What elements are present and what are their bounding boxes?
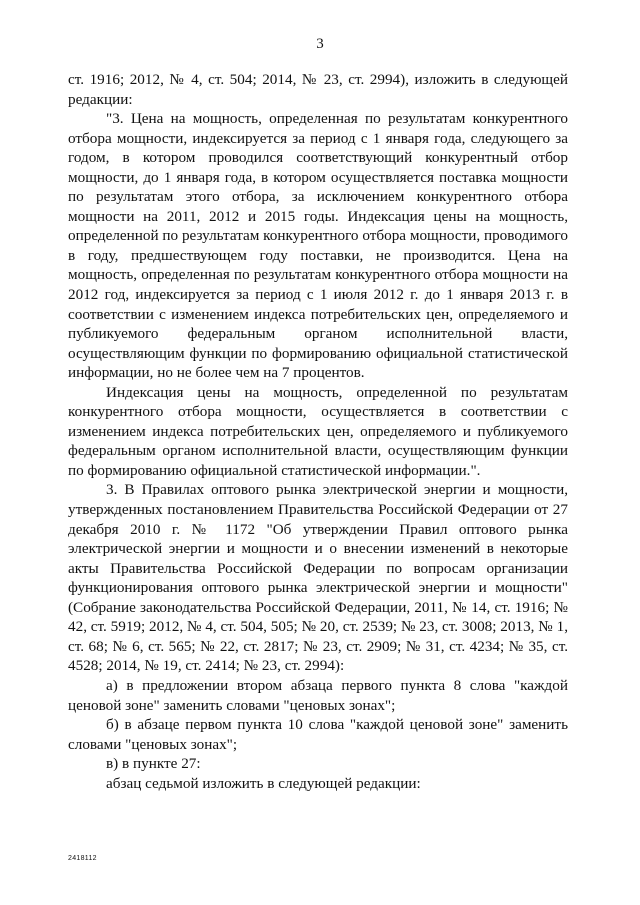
paragraph-seventh-abzac: абзац седьмой изложить в следующей редакции: [106,774,421,792]
paragraph-item-a: а) в предложении втором абзаца первого пункта 8 слова "каждой ценовой зоне" заменить словами "ценовых зонах"; [68,676,568,714]
paragraph-continuation: ст. 1916; 2012, № 4, ст. 504; 2014, № 23, ст. 2994), изложить в следующей редакции: [68,71,568,108]
paragraph-item-v: в) в пункте 27: [106,755,201,773]
document-body [68,70,568,793]
document-code: 2418112 [68,855,97,862]
paragraph-wholesale-market-rules: 3. В Правилах оптового рынка электрической энергии и мощности, утвержденных постановлением Правительства Российской Федерации от 27 декабря 2010 г. № 1172 "Об утверждении Правил оптового рынка электрической энергии и мощности и о внесении изменений в некоторые акты Правительства Российской Федерации по вопросам организации функционирования оптового рынка электрической энергии и мощности" (Собрание законодательства Российской Федерации, 2011, № 14, ст. 1916; № 42, ст. 5919; 2012, № 4, ст. 504, 505; № 20, ст. 2539; № 23, ст. 3008; 2013, № 1, ст. 68; № 6, ст. 565; № 22, ст. 2817; № 23, ст. 2909; № 31, ст. 4234; № 35, ст. 4528; 2014, № 19, ст. 2414; № 23, ст. 2994): [68,481,568,675]
paragraph-price-indexation: "3. Цена на мощность, определенная по результатам конкурентного отбора мощности, индексируется за период с 1 января года, следующего за годом, в котором проводился соответствующий конкурентный отбор мощности, до 1 января года, в котором осуществляется поставка мощности по результатам этого отбора, за исключением конкурентного отбора мощности на 2011, 2012 и 2015 годы. Индексация цены на мощность, определенной по результатам конкурентного отбора мощности, проводимого в году, предшествующем году поставки, не производится. Цена на мощность, определенная по результатам конкурентного отбора мощности на 2012 год, индексируется за период с 1 июля 2012 г. до 1 января 2013 г. в соответствии с изменением индекса потребительских цен, определяемого и публикуемого федеральным органом исполнительной власти, осуществляющим функции по формированию официальной статистической информации, но не более чем на 7 процентов. [68,110,568,382]
page-number: 3 [316,36,324,52]
paragraph-item-b: б) в абзаце первом пункта 10 слова "каждой ценовой зоне" заменить словами "ценовых зонах"; [68,716,568,753]
paragraph-indexation-rule: Индексация цены на мощность, определенной по результатам конкурентного отбора мощности, осуществляется в соответствии с изменением индекса потребительских цен, определяемого и публикуемого федеральным органом исполнительной власти, осуществляющим функции по формированию официальной статистической информации.". [68,383,568,479]
